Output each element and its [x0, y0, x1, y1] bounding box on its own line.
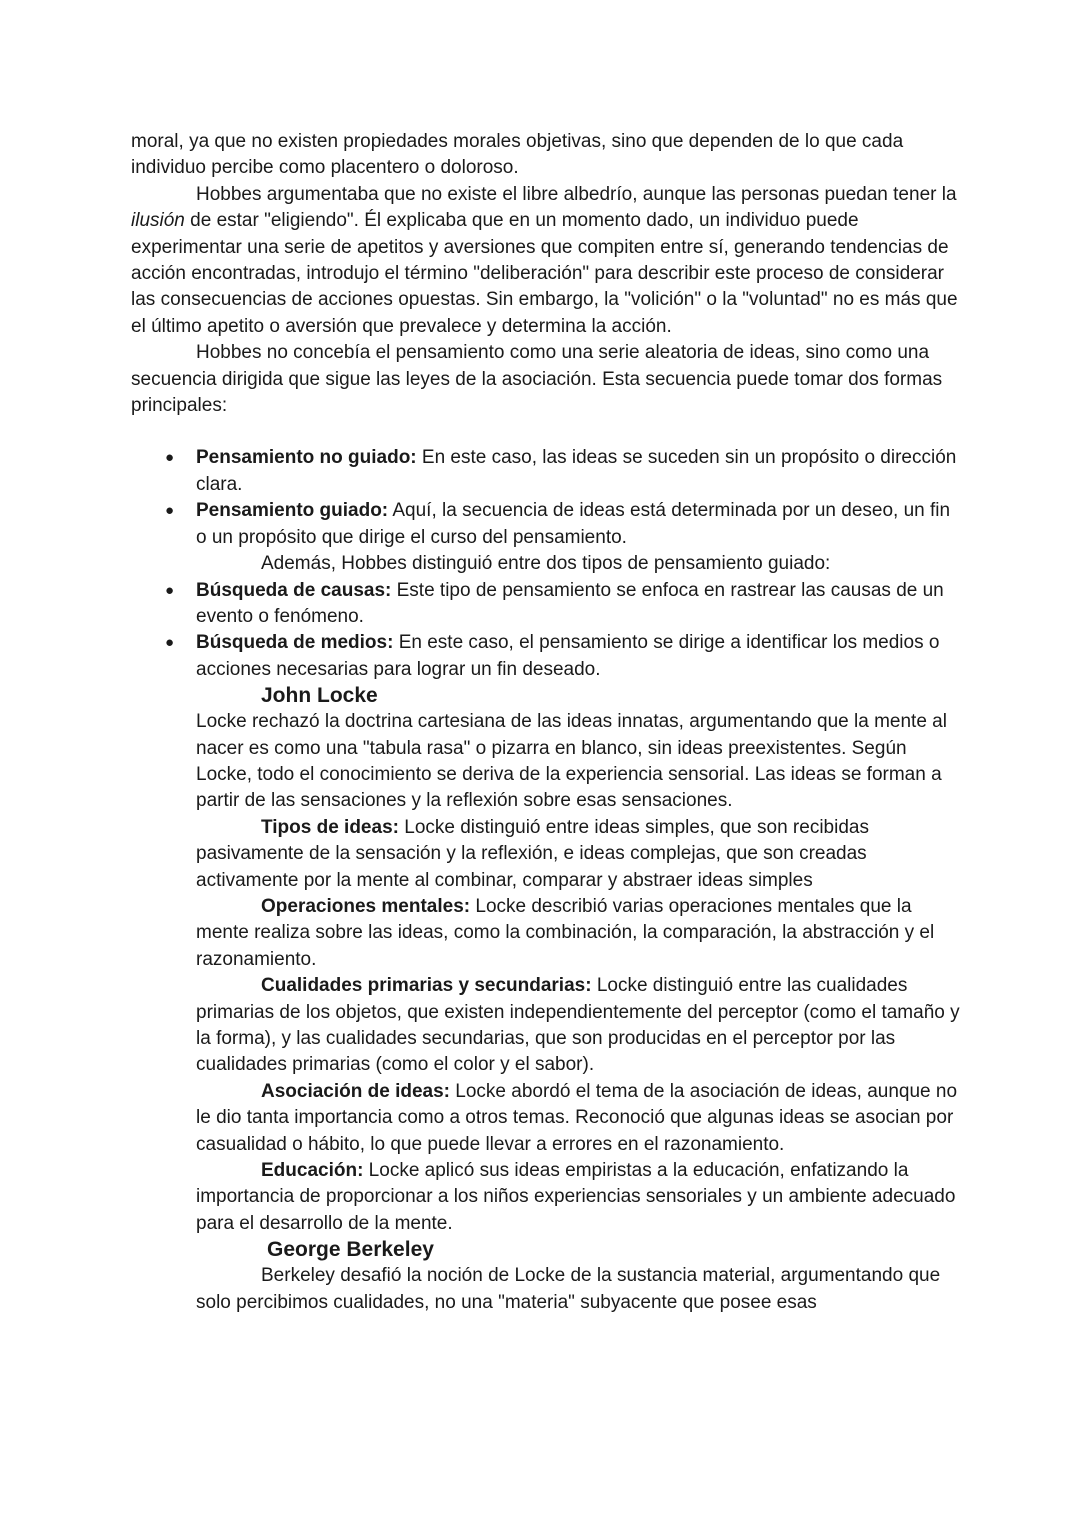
illusion-emphasis: ilusión [131, 210, 185, 232]
item-text: En este caso, las ideas se suceden sin un propósito o dirección clara. [196, 447, 957, 495]
paragraph-moral: moral, ya que no existen propiedades morales objetivas, sino que dependen de lo que cada individuo percibe como placentero o doloroso. [131, 131, 904, 179]
bullet-icon: ● [165, 449, 175, 467]
guided-thought-list [131, 578, 961, 684]
item-text: En este caso, el pensamiento se dirige a identificar los medios o acciones necesarias para lograr un fin deseado. [196, 632, 940, 680]
item-text: Locke abordó el tema de la asociación de ideas, aunque no le dio tanta importancia como a otros temas. Reconoció que algunas ideas se asocian por casualidad o hábito, lo que puede llevar a errores en el razonamiento. [196, 1080, 958, 1155]
item-title: Búsqueda de medios: [196, 632, 394, 654]
bullet-icon: ● [165, 581, 175, 599]
list-item [131, 498, 961, 551]
locke-item [196, 973, 961, 1079]
berkeley-paragraph: Berkeley desafió la noción de Locke de la sustancia material, argumentando que solo percibimos cualidades, no una "materia" subyacente que posee esas [196, 1265, 941, 1313]
locke-heading: John Locke [261, 684, 378, 708]
berkeley-heading: George Berkeley [267, 1238, 434, 1262]
item-title: Pensamiento guiado: [196, 500, 389, 522]
item-title: Operaciones mentales: [261, 895, 471, 917]
paragraph-thought-sequence: Hobbes no concebía el pensamiento como una serie aleatoria de ideas, sino como una secuencia dirigida que sigue las leyes de la asociación. Esta secuencia puede tomar dos formas principales: [131, 342, 943, 417]
locke-section [131, 709, 961, 1237]
item-text: Locke distinguió entre las cualidades primarias de los objetos, que existen independientemente del perceptor (como el tamaño y la forma), y las cualidades secundarias, que son producidas en el perceptor por las cualidades primarias (como el color y el sabor). [196, 975, 960, 1076]
thought-types-list [131, 445, 961, 551]
guided-thought-intro: Además, Hobbes distinguió entre dos tipos de pensamiento guiado: [261, 553, 831, 575]
item-text: Locke aplicó sus ideas empiristas a la educación, enfatizando la importancia de proporcionar a los niños experiencias sensoriales y un ambiente adecuado para el desarrollo de la mente. [196, 1160, 956, 1234]
item-text: Locke distinguió entre ideas simples, que son recibidas pasivamente de la sensación y la reflexión, e ideas complejas, que son creadas activamente por la mente al combinar, comparar y abstraer ideas simples [196, 816, 869, 891]
locke-intro: Locke rechazó la doctrina cartesiana de las ideas innatas, argumentando que la mente al nacer es como una "tabula rasa" o pizarra en blanco, sin ideas preexistentes. Según Locke, todo el conocimiento se deriva de la experiencia sensorial. Las ideas se forman a partir de las sensaciones y la reflexión sobre esas sensaciones. [196, 711, 947, 812]
item-title: Educación: [261, 1160, 364, 1182]
item-title: Tipos de ideas: [261, 816, 399, 838]
list-item [131, 578, 961, 631]
item-title: Cualidades primarias y secundarias: [261, 975, 592, 997]
item-text: Aquí, la secuencia de ideas está determinada por un deseo, un fin o un propósito que dirige el curso del pensamiento. [196, 500, 951, 548]
item-title: Pensamiento no guiado: [196, 447, 417, 469]
locke-item [196, 1079, 961, 1158]
bullet-icon: ● [165, 634, 175, 652]
paragraph-free-will [131, 182, 961, 340]
item-title: Asociación de ideas: [261, 1080, 451, 1102]
free-will-text-start: Hobbes argumentaba que no existe el libre albedrío, aunque las personas puedan tener la [196, 183, 957, 205]
item-text: Este tipo de pensamiento se enfoca en rastrear las causas de un evento o fenómeno. [196, 579, 944, 627]
document-page [131, 129, 961, 1316]
item-text: Locke describió varias operaciones mentales que la mente realiza sobre las ideas, como la combinación, la comparación, la abstracción y el razonamiento. [196, 895, 935, 970]
free-will-text-end: de estar "eligiendo". Él explicaba que en un momento dado, un individuo puede experimentar una serie de apetitos y aversiones que compiten entre sí, generando tendencias de acción encontradas, introdujo el término "deliberación" para describir este proceso de considerar las consecuencias de acciones opuestas. Sin embargo, la "volición" o la "voluntad" no es más que el último apetito o aversión que prevalece y determina la acción. [131, 210, 958, 337]
list-item [131, 445, 961, 498]
locke-item [196, 1158, 961, 1237]
list-item [131, 630, 961, 683]
locke-item [196, 894, 961, 973]
blank-line [131, 419, 961, 445]
bullet-icon: ● [165, 502, 175, 520]
locke-item [196, 815, 961, 894]
item-title: Búsqueda de causas: [196, 579, 392, 601]
berkeley-section [131, 1263, 961, 1316]
